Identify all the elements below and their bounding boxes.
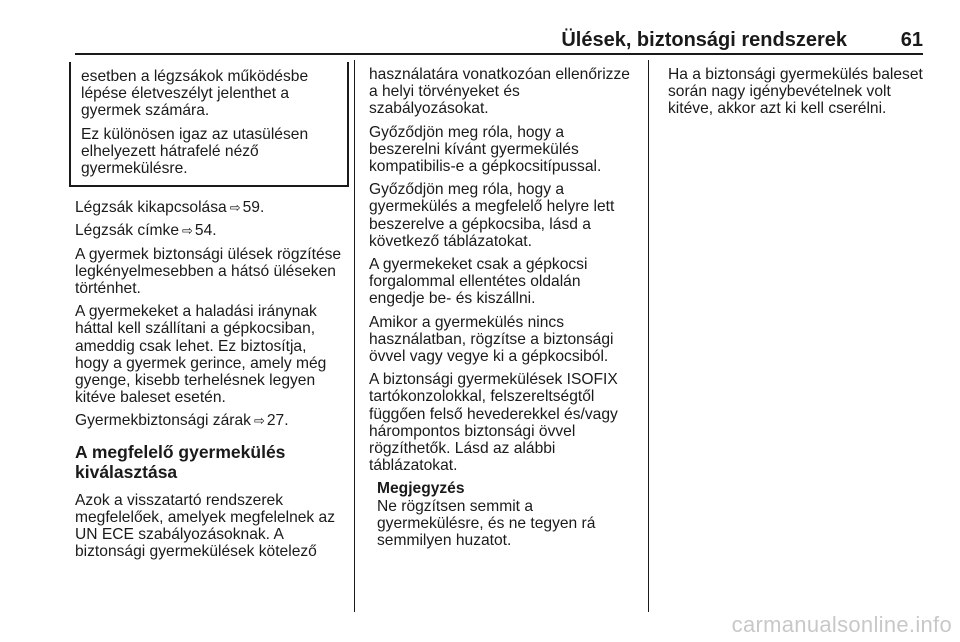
ref-page: 27. (266, 412, 289, 430)
note-block (377, 480, 637, 549)
section-heading: A megfelelő gyermekülés kiválasztása (75, 441, 286, 482)
column-divider-1 (354, 60, 355, 612)
paragraph: Azok a visszatartó rendszerek megfelelőek, amelyek megfelelnek az UN ECE szabályozásoknak. A biztonsági gyermekülések kötelező (75, 491, 336, 561)
paragraph: Amikor a gyermekülés nincs használatban, rögzítse a biztonsági övvel vagy vegye ki a gépkocsiból. (369, 313, 614, 366)
cross-reference[interactable]: Gyermekbiztonsági zárak ⇨ 27. (75, 412, 289, 430)
page-ref-arrow-icon: ⇨ (229, 200, 241, 216)
paragraph: Győződjön meg róla, hogy a gyermekülés a megfelelő helyre lett beszerelve a gépkocsiba, lásd a következő táblázatokat. (369, 181, 615, 250)
column-divider-2 (648, 60, 649, 612)
ref-page: 54. (194, 222, 217, 240)
warning-box (69, 62, 349, 187)
paragraph: A gyermekeket csak a gépkocsi forgalommal ellentétes oldalán engedje be- és kiszállni. (369, 256, 588, 308)
header-rule (75, 53, 923, 55)
paragraph: A gyermek biztonsági ülések rögzítése legkényelmesebben a hátsó üléseken történhet. (75, 245, 342, 298)
warning-text: esetben a légzsákok működésbe lépése életveszélyt jelenthet a gyermek számára. (81, 68, 309, 120)
paragraph: Ha a biztonsági gyermekülés baleset során nagy igénybevételnek volt kitéve, akkor azt ki kell cserélni. (668, 66, 923, 118)
cross-reference[interactable]: Légzsák kikapcsolása ⇨ 59. (75, 199, 265, 217)
note-text: Ne rögzítsen semmit a gyermekülésre, és ne tegyen rá semmilyen huzatot. (377, 497, 596, 550)
paragraph: A biztonsági gyermekülések ISOFIX tartókonzolokkal, felszereltségtől függően felső hevederekkel és/vagy hárompontos biztonsági övvel rögzíthetők. Lásd az alábbi táblázatokat. (369, 371, 618, 475)
page-header (0, 0, 960, 56)
paragraph: használatára vonatkozóan ellenőrizze a helyi törvényeket és szabályozásokat. (369, 66, 630, 118)
paragraph: A gyermekeket a haladási iránynak háttal kell szállítani a gépkocsiban, ameddig csak lehet. Ez biztosítja, hogy a gyermek gerince, amely még gyenge, kisebb terhelésnek legyen kitéve baleset esetén. (75, 303, 327, 407)
column-3 (668, 66, 936, 124)
watermark: carmanualsonline.info (731, 612, 952, 637)
page-title: Ülések, biztonsági rendszerek (561, 29, 847, 51)
note-title: Megjegyzés (377, 480, 465, 498)
warning-text: Ez különösen igaz az utasülésen elhelyezett hátrafelé néző gyermekülésre. (81, 125, 309, 178)
paragraph: Győződjön meg róla, hogy a beszerelni kívánt gyermekülés kompatibilis-e a gépkocsitípussal. (369, 123, 602, 176)
page-ref-arrow-icon: ⇨ (182, 223, 193, 239)
column-1 (75, 62, 343, 566)
cross-reference[interactable]: Légzsák címke ⇨ 54. (75, 222, 217, 240)
column-2 (369, 66, 637, 549)
ref-page: 59. (242, 199, 265, 217)
page-number: 61 (900, 29, 923, 51)
page-ref-arrow-icon: ⇨ (253, 413, 265, 429)
